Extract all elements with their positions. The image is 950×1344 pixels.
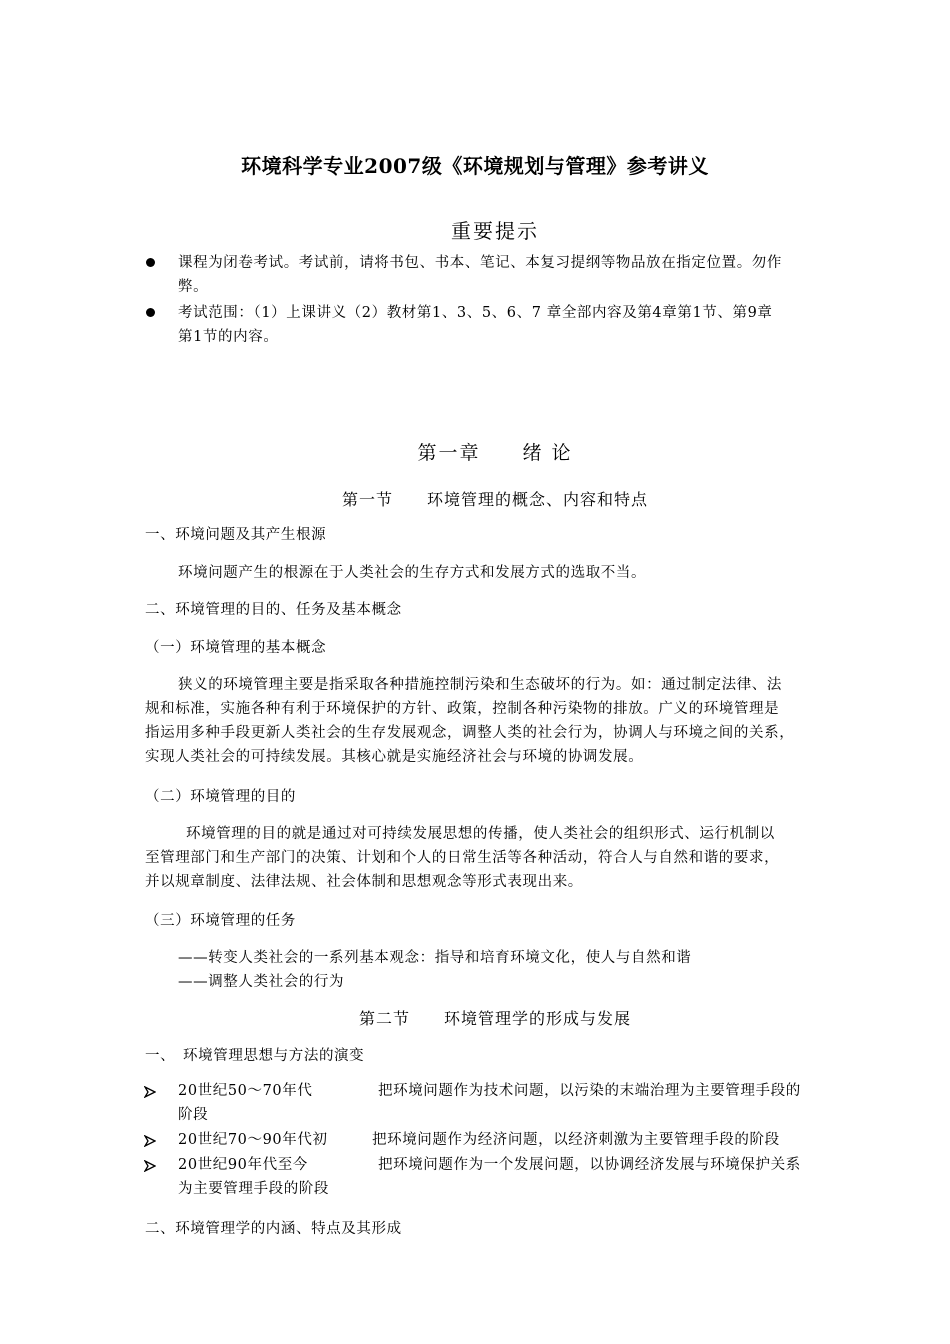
stage-desc: 把环境问题作为技术问题，以污染的末端治理为主要管理手段的 [378,1083,801,1099]
stage-desc: 把环境问题作为经济问题，以经济刺激为主要管理手段的阶段 [372,1132,780,1148]
paragraph-3-line: 至管理部门和生产部门的决策、计划和个人的日常生活等各种活动，符合人与自然和谐的要求， [145,850,780,866]
arrow-bullet-icon [144,1160,156,1172]
stage-period: 20世纪90年代至今 [178,1157,308,1173]
heading-2: 二、环境管理学的内涵、特点及其形成 [145,1221,402,1237]
heading-1: 一、 环境管理思想与方法的演变 [145,1048,365,1064]
bullet-icon [146,308,155,317]
heading-2: 二、环境管理的目的、任务及基本概念 [145,602,402,618]
paragraph-3-line: 环境管理的目的就是通过对可持续发展思想的传播，使人类社会的组织形式、运行机制以 [186,826,775,842]
task-item: ——转变人类社会的一系列基本观念：指导和培育环境文化，使人与自然和谐 [178,950,692,966]
task-item: ——调整人类社会的行为 [178,974,345,990]
document-title: 环境科学专业2007级《环境规划与管理》参考讲义 [241,154,709,178]
notice-item-1-line2: 弊。 [178,279,209,295]
subheading-3: （三）环境管理的任务 [145,913,296,929]
stage-period: 20世纪70～90年代初 [178,1132,328,1148]
stage-desc-cont: 为主要管理手段的阶段 [178,1181,329,1197]
bullet-icon [146,258,155,267]
paragraph-3-line: 并以规章制度、法律法规、社会体制和思想观念等形式表现出来。 [145,874,583,890]
paragraph-2-line: 规和标准，实施各种有利于环境保护的方针、政策，控制各种污染物的排放。广义的环境管理是 [145,701,780,717]
subheading-1: （一）环境管理的基本概念 [145,640,327,656]
arrow-bullet-icon [144,1086,156,1098]
chapter-title: 第一章 绪 论 [417,442,573,464]
arrow-bullet-icon [144,1135,156,1147]
section-title: 第二节 环境管理学的形成与发展 [358,1009,631,1028]
stage-desc: 把环境问题作为一个发展问题，以协调经济发展与环境保护关系 [378,1157,801,1173]
heading-1: 一、环境问题及其产生根源 [145,527,327,543]
paragraph-2-line: 指运用多种手段更新人类社会的生存发展观念，调整人类的社会行为，协调人与环境之间的关系， [145,725,795,741]
notice-item-2-line2: 第1节的内容。 [178,329,279,345]
stage-period: 20世纪50～70年代 [178,1083,313,1099]
stage-desc-cont: 阶段 [178,1107,209,1123]
notice-item-2-line1: 考试范围：（1）上课讲义（2）教材第1、3、5、6、7 章全部内容及第4章第1节、第9章 [178,305,773,321]
section-title: 第一节 环境管理的概念、内容和特点 [341,490,648,509]
paragraph-2-line: 实现人类社会的可持续发展。其核心就是实施经济社会与环境的协调发展。 [145,749,644,765]
notice-title: 重要提示 [451,219,539,243]
paragraph-1: 环境问题产生的根源在于人类社会的生存方式和发展方式的选取不当。 [178,565,647,581]
paragraph-2-line: 狭义的环境管理主要是指采取各种措施控制污染和生态破坏的行为。如：通过制定法律、法 [178,677,782,693]
subheading-2: （二）环境管理的目的 [145,789,296,805]
notice-item-1-line1: 课程为闭卷考试。考试前，请将书包、书本、笔记、本复习提纲等物品放在指定位置。勿作 [178,255,782,271]
